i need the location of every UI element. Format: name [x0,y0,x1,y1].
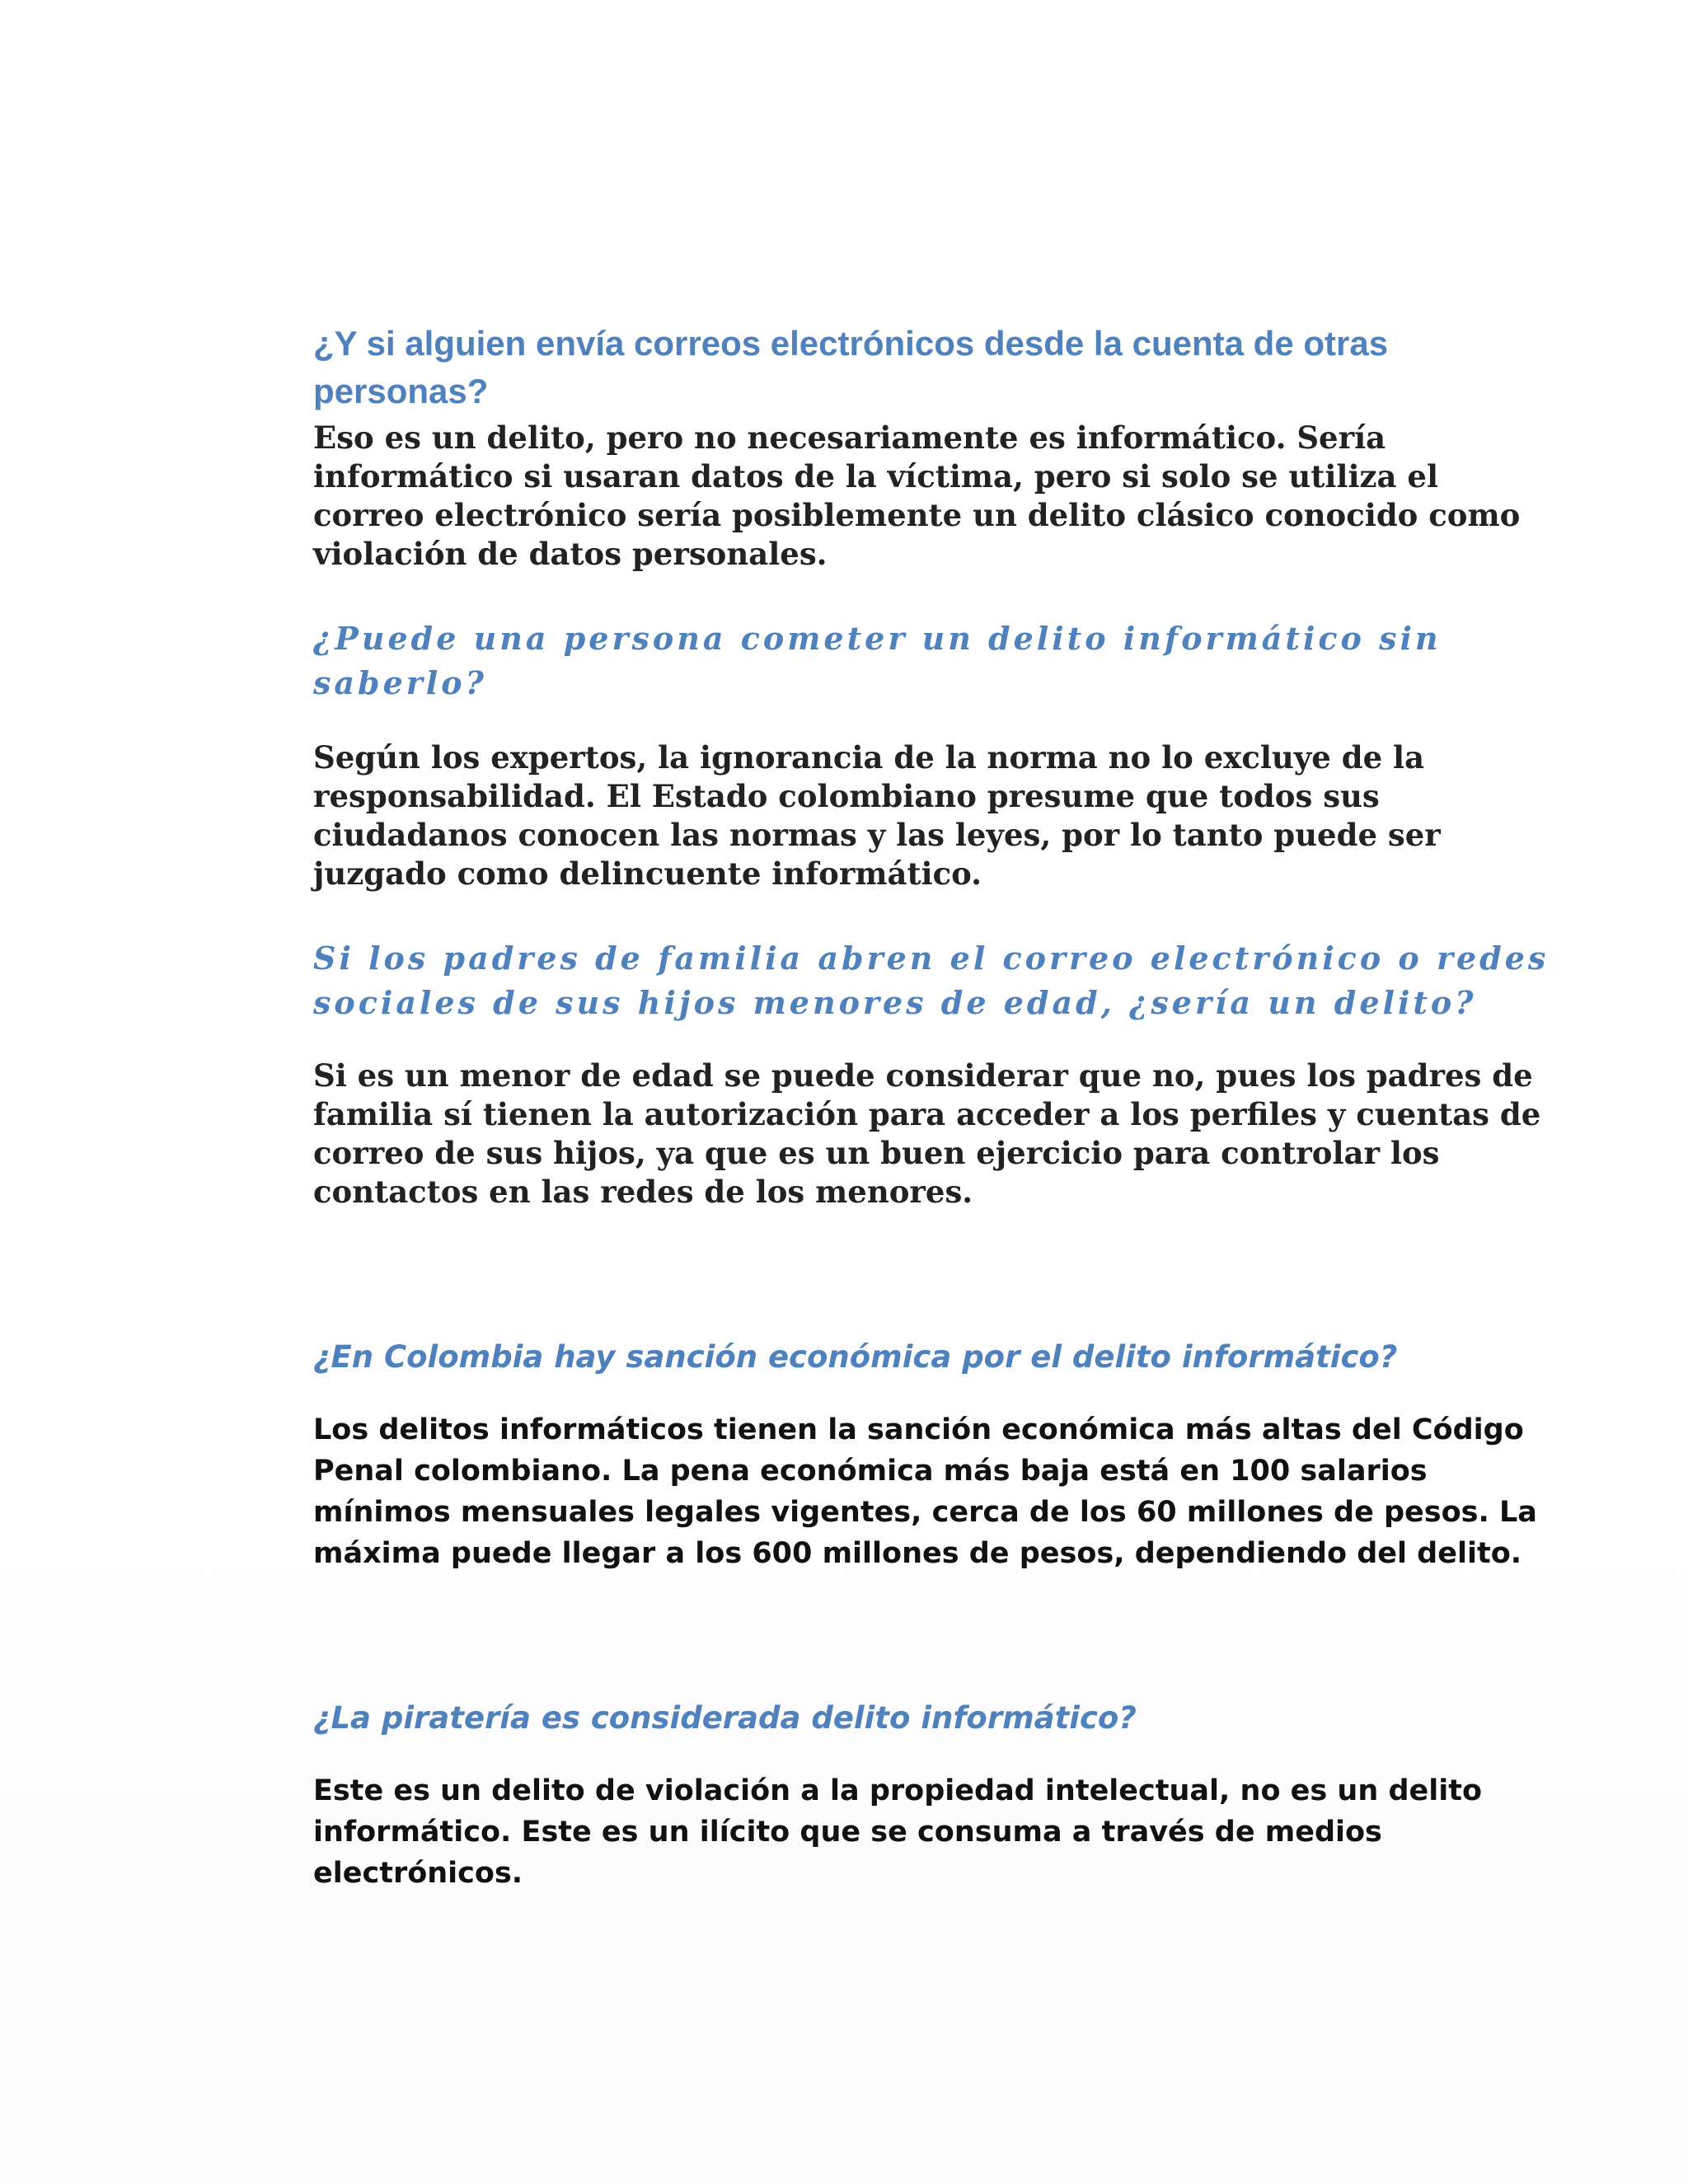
question-heading: ¿La piratería es considerada delito informático? [313,1700,1137,1736]
question-heading: Si los padres de familia abren el correo electrónico o redes sociales de sus hijos menores de edad, ¿sería un delito? [313,940,1550,1021]
document-content [313,320,1550,1894]
faq-section-email-accounts [313,320,1550,574]
answer-paragraph: Según los expertos, la ignorancia de la norma no lo excluye de la responsabilidad. El Estado colombiano presume que todos sus ciudadanos conocen las normas y las leyes, por lo tanto puede ser juzgado como delincuente informático. [313,739,1441,892]
answer-paragraph: Eso es un delito, pero no necesariamente es informático. Sería informático si usaran datos de la víctima, pero si solo se utiliza el correo electrónico sería posiblemente un delito clásico conocido como violación de datos personales. [313,419,1521,572]
answer-paragraph: Si es un menor de edad se puede considerar que no, pues los padres de familia sí tienen la autorización para acceder a los perfiles y cuentas de correo de sus hijos, ya que es un buen ejercicio para controlar los contactos en las redes de los menores. [313,1057,1541,1210]
question-heading: ¿Puede una persona cometer un delito informático sin saberlo? [313,620,1442,701]
faq-section-piracy [313,1698,1550,1894]
question-heading: ¿Y si alguien envía correos electrónicos desde la cuenta de otras personas? [313,324,1389,410]
answer-paragraph: Los delitos informáticos tienen la sanción económica más altas del Código Penal colombiano. La pena económica más baja está en 100 salarios mínimos mensuales legales vigentes, cerca de los 60 millones de pesos. La máxima puede llegar a los 600 millones de pesos, dependiendo del delito. [313,1413,1537,1570]
faq-section-economic-sanction [313,1337,1550,1574]
answer-paragraph: Este es un delito de violación a la propiedad intelectual, no es un delito informático. Este es un ilícito que se consuma a través de medios electrónicos. [313,1774,1483,1890]
question-heading: ¿En Colombia hay sanción económica por el delito informático? [313,1339,1398,1375]
faq-section-parents-access [313,936,1550,1212]
faq-section-unknowing-crime [313,616,1550,893]
